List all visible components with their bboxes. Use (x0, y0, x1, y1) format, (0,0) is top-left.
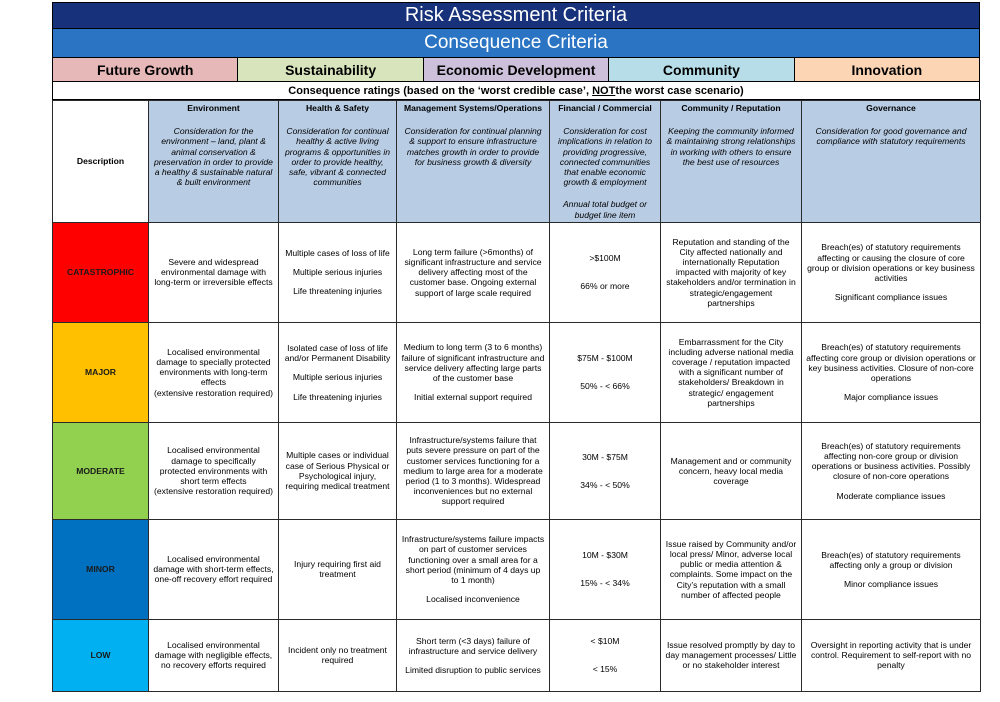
line-gap (806, 283, 976, 292)
category-description: Consideration for continual healthy & active living programs & opportunities in order to provide healthy, safe, vibrant & connected communities (284, 126, 391, 188)
criteria-text: Isolated case of loss of life and/or Permanent Disability (284, 342, 391, 364)
criteria-cell (397, 322, 550, 422)
criteria-cell (149, 619, 279, 691)
criteria-cell (149, 222, 279, 322)
level-row-low (53, 619, 981, 691)
criteria-text: Infrastructure/systems failure that puts severe pressure on part of the customer services functioning for a medium to large area for a moderate period (1 to 3 months). Widespread inconveniences but no external support required (403, 435, 543, 507)
pillar-community: Community (609, 58, 794, 81)
criteria-text: 50% - < 66% (580, 381, 630, 392)
level-label: LOW (53, 619, 149, 691)
criteria-text: Localised environmental damage with short-term effects, one-off recovery effort required (153, 554, 274, 585)
line-gap (554, 272, 656, 281)
pillar-future-growth: Future Growth (53, 58, 238, 81)
line-gap (554, 363, 656, 372)
criteria-cell (149, 422, 279, 519)
criteria-text: Severe and widespread environmental damage with long-term or irreversible effects (154, 257, 273, 288)
criteria-cell (550, 222, 661, 322)
level-label: MODERATE (53, 422, 149, 519)
criteria-cell (802, 619, 981, 691)
criteria-cell (279, 422, 397, 519)
criteria-cell (550, 422, 661, 519)
criteria-text: Reputation and standing of the City affected nationally and internationally Reputation impacted with majority of key stakeholders and/or termination in strategic/engagement partnerships (666, 236, 796, 308)
criteria-text: 15% - < 34% (580, 578, 630, 589)
category-header-environment (149, 101, 279, 223)
category-title: Management Systems/Operations (403, 103, 543, 113)
criteria-cell (661, 519, 802, 619)
criteria-text: Issue resolved promptly by day to day management processes/ Little or no stakeholder interest (665, 640, 797, 671)
page-subtitle: Consequence Criteria (52, 29, 980, 58)
criteria-text: Moderate compliance issues (836, 490, 946, 501)
level-row-major (53, 322, 981, 422)
line-gap (806, 570, 976, 579)
criteria-text: Breach(es) of statutory requirements affecting only a group or division (821, 549, 961, 570)
line-gap (283, 383, 392, 392)
line-gap (283, 258, 392, 267)
criteria-cell (550, 519, 661, 619)
criteria-text: Long term failure (>6months) of significant infrastructure and service delivery affecting most of the customer base. Ongoing external support of large scale required (404, 246, 542, 298)
category-description: Consideration for cost implications in relation to providing progressive, connected communities that enable economic growth & employment (557, 126, 653, 188)
line-gap (554, 462, 656, 471)
criteria-cell (661, 422, 802, 519)
criteria-text: Initial external support required (414, 392, 532, 403)
criteria-cell (802, 222, 981, 322)
criteria-text: Multiple cases of loss of life (285, 248, 390, 259)
category-header-community-reputation (661, 101, 802, 223)
level-row-minor (53, 519, 981, 619)
criteria-text: < 15% (592, 664, 618, 675)
criteria-cell (149, 519, 279, 619)
criteria-text: Issue raised by Community and/or local press/ Minor, adverse local public or media attention & complaints. Some impact on the City’s reputation with a small number of affected people (665, 538, 797, 600)
criteria-text: 10M - $30M (582, 550, 628, 561)
level-label: MAJOR (53, 322, 149, 422)
ratings-not: NOT (592, 84, 616, 97)
line-gap (806, 482, 976, 491)
criteria-text: Localised inconvenience (426, 594, 520, 605)
line-gap (554, 263, 656, 272)
criteria-text: Life threatening injuries (293, 286, 382, 297)
criteria-text: Injury requiring first aid treatment (294, 559, 381, 580)
level-row-moderate (53, 422, 981, 519)
criteria-text: Medium to long term (3 to 6 months) failure of significant infrastructure and service delivery affecting large parts of the customer base (401, 342, 545, 383)
criteria-cell (397, 519, 550, 619)
criteria-cell (802, 422, 981, 519)
category-note: Annual total budget or budget line item (562, 199, 648, 220)
category-header-governance (802, 101, 981, 223)
criteria-text: Minor compliance issues (843, 578, 939, 589)
criteria-text: 34% - < 50% (580, 479, 630, 490)
criteria-cell (279, 519, 397, 619)
category-header-management-systems-operations (397, 101, 550, 223)
line-gap (554, 372, 656, 381)
criteria-cell (279, 222, 397, 322)
criteria-text: Breach(es) of statutory requirements affecting core group or division operations or key business activities. Closure of non-core operations (806, 342, 976, 383)
consequence-criteria-table (52, 100, 981, 692)
criteria-text: >$100M (589, 253, 621, 264)
criteria-text: $75M - $100M (577, 353, 633, 364)
category-title: Health & Safety (305, 103, 370, 113)
header-row (53, 101, 981, 223)
criteria-text: Significant compliance issues (834, 292, 948, 303)
criteria-cell (149, 322, 279, 422)
criteria-cell (397, 619, 550, 691)
line-gap (554, 569, 656, 578)
criteria-cell (550, 619, 661, 691)
page-title: Risk Assessment Criteria (52, 2, 980, 29)
category-title: Governance (866, 103, 916, 113)
criteria-cell (661, 322, 802, 422)
category-description: Consideration for good governance and compliance with statutory requirements (815, 126, 967, 147)
criteria-text: Multiple cases or individual case of Serious Physical or Psychological injury, requiring medical treatment (285, 450, 390, 492)
criteria-text: Infrastructure/systems failure impacts on part of customer services functioning over a small area for a short period (minimum of 4 days up to 1 month) (401, 534, 545, 586)
level-label: CATASTROPHIC (53, 222, 149, 322)
criteria-cell (279, 619, 397, 691)
strategic-pillars-bar (52, 58, 980, 82)
criteria-text: 30M - $75M (582, 451, 628, 462)
line-gap (806, 383, 976, 392)
criteria-text: Major compliance issues (843, 392, 939, 403)
line-gap (283, 363, 392, 372)
line-gap (554, 655, 656, 664)
criteria-cell (397, 422, 550, 519)
level-label: MINOR (53, 519, 149, 619)
line-gap (554, 646, 656, 655)
level-row-catastrophic (53, 222, 981, 322)
description-label: Description (53, 101, 149, 223)
criteria-text: Management and or community concern, heavy local media coverage (670, 455, 792, 486)
criteria-cell (550, 322, 661, 422)
category-header-health-safety (279, 101, 397, 223)
line-gap (401, 656, 545, 665)
category-title: Environment (187, 103, 240, 113)
criteria-cell (279, 322, 397, 422)
line-gap (401, 585, 545, 594)
consequence-ratings-heading (52, 82, 980, 100)
line-gap (283, 277, 392, 286)
criteria-cell (661, 619, 802, 691)
pillar-innovation: Innovation (795, 58, 979, 81)
line-gap (554, 560, 656, 569)
criteria-text: Limited disruption to public services (405, 664, 541, 675)
criteria-text: 66% or more (580, 281, 630, 292)
risk-assessment-document (52, 2, 980, 692)
criteria-text: Breach(es) of statutory requirements affecting non-core group or division operations or business activities. Possibly closure of non-core operations (811, 440, 971, 482)
line-gap (554, 471, 656, 480)
category-description: Keeping the community informed & maintaining strong relationships in working with others to ensure the best use of resources (666, 126, 796, 167)
criteria-cell (397, 222, 550, 322)
criteria-text: Short term (<3 days) failure of infrastructure and service delivery (408, 635, 538, 656)
criteria-text: Localised environmental damage to specially protected environments with long-term effects (156, 346, 271, 388)
pillar-economic-development: Economic Development (424, 58, 609, 81)
criteria-text: Localised environmental damage to specifically protected environments with short term effects (159, 445, 268, 486)
line-gap (401, 383, 545, 392)
criteria-text: Breach(es) of statutory requirements affecting or causing the closure of core group or division operations or key business activities (807, 242, 975, 283)
criteria-text: (extensive restoration required) (154, 486, 273, 497)
ratings-suffix: the worst case scenario) (615, 84, 744, 97)
criteria-text: Embarrassment for the City including adverse national media coverage / reputation impacted with a significant number of stakeholders/ Breakdown in strategic/ engagement partnerships (668, 336, 794, 408)
pillar-sustainability: Sustainability (238, 58, 423, 81)
ratings-prefix: Consequence ratings (based on the ‘worst credible case’, (288, 84, 590, 97)
criteria-text: Incident only no treatment required (288, 645, 387, 666)
category-description: Consideration for the environment – land, plant & animal conservation & preservation in order to provide a healthy & sustainable natural & built environment (154, 126, 273, 188)
criteria-text: Localised environmental damage with negligible effects, no recovery efforts required (154, 640, 273, 671)
criteria-cell (661, 222, 802, 322)
category-description: Consideration for continual planning & support to ensure infrastructure matches growth in order to provide for business growth & diversity (404, 126, 542, 167)
criteria-text: Life threatening injuries (293, 391, 382, 402)
criteria-text: Multiple serious injuries (292, 372, 383, 383)
criteria-text: Oversight in reporting activity that is under control. Requirement to self-report with no penalty (810, 640, 972, 671)
criteria-text: < $10M (590, 636, 620, 647)
category-header-financial-commercial (550, 101, 661, 223)
category-title: Community / Reputation (681, 103, 781, 113)
criteria-text: (extensive restoration required) (154, 387, 273, 398)
category-title: Financial / Commercial (558, 103, 652, 113)
criteria-cell (802, 519, 981, 619)
criteria-text: Multiple serious injuries (292, 267, 383, 278)
criteria-cell (802, 322, 981, 422)
